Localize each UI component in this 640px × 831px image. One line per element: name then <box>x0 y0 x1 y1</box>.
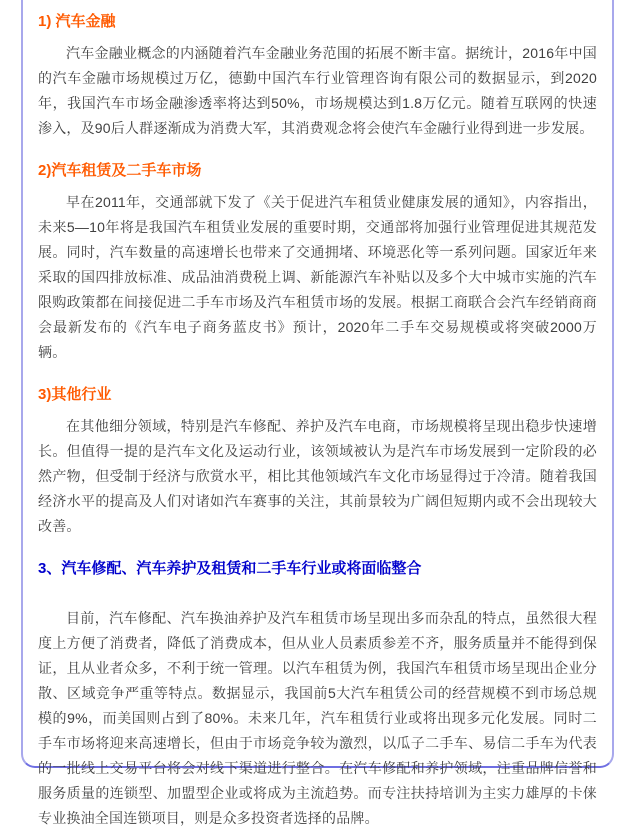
section-rental-used-car <box>38 161 597 365</box>
paragraph-auto-finance: 汽车金融业概念的内涵随着汽车金融业务范围的拓展不断丰富。据统计，2016年中国的汽车金融市场规模过万亿，德勤中国汽车行业管理咨询有限公司的数据显示，到2020年，我国汽车市场金融渗透率将达到50%，市场规模达到1.8万亿元。随着互联网的快速渗入，及90后人群逐渐成为消费大军，其消费观念将会使汽车金融行业得到进一步发展。 <box>38 45 597 136</box>
sub-heading-other-industries: 3)其他行业 <box>38 386 112 403</box>
paragraph-other-industries: 在其他细分领域，特别是汽车修配、养护及汽车电商，市场规模将呈现出稳步快速增长。但值得一提的是汽车文化及运动行业，该领域被认为是汽车市场发展到一定阶段的必然产物，但受制于经济与欣赏水平，相比其他领域汽车文化市场显得过于冷清。随着我国经济水平的提高及人们对诸如汽车赛事的关注，其前景较为广阔但短期内或不会出现较大改善。 <box>38 418 597 534</box>
sub-heading-rental-used-car: 2)汽车租赁及二手车市场 <box>38 162 202 179</box>
section-auto-finance <box>38 12 597 141</box>
paragraph-rental-used-car: 早在2011年，交通部就下发了《关于促进汽车租赁业健康发展的通知》，内容指出，未来5—10年将是我国汽车租赁业发展的重要时期，交通部将加强行业管理促进其规范发展。同时，汽车数量的高速增长也带来了交通拥堵、环境恶化等一系列问题。国家近年来采取的国四排放标准、成品油消费税上调、新能源汽车补贴以及多个大中城市实施的汽车限购政策都在间接促进二手车市场及汽车租赁市场的发展。根据工商联合会汽车经销商商会最新发布的《汽车电子商务蓝皮书》预计，2020年二手车交易规模或将突破2000万辆。 <box>38 194 597 360</box>
article-card <box>21 0 614 826</box>
sub-heading-auto-finance: 1) 汽车金融 <box>38 13 116 30</box>
paragraph-industry-integration: 目前，汽车修配、汽车换油养护及汽车租赁市场呈现出多而杂乱的特点，虽然很大程度上方便了消费者，降低了消费成本，但从业人员素质参差不齐，服务质量并不能得到保证，且从业者众多，不利于统一管理。以汽车租赁为例，我国汽车租赁市场呈现出企业分散、区域竞争严重等特点。数据显示，我国前5大汽车租赁公司的经营规模不到市场总规模的9%，而美国则占到了80%。未来几年，汽车租赁行业或将出现多元化发展。同时二手车市场将迎来高速增长，但由于市场竞争较为激烈，以瓜子二手车、易信二手车为代表的一批线上交易平台将会对线下渠道进行整合。在汽车修配和养护领域，注重品牌信誉和服务质量的连锁型、加盟型企业或将成为主流趋势。而专注扶持培训为主实力雄厚的卡俫专业换油全国连锁项目，则是众多投资者选择的品牌。 <box>38 610 597 826</box>
section-other-industries <box>38 385 597 539</box>
main-heading-industry-integration: 3、汽车修配、汽车养护及租赁和二手车行业或将面临整合 <box>38 560 422 577</box>
